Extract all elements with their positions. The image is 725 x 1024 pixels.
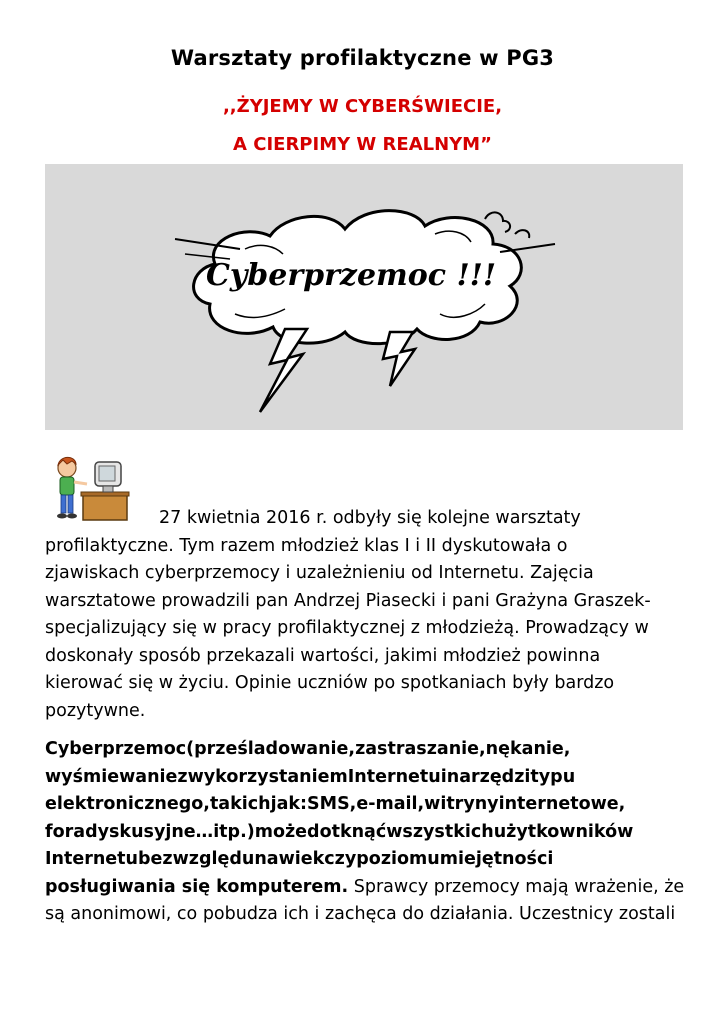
word: jak: — [270, 794, 308, 814]
justified-line — [45, 846, 681, 874]
word: wyśmiewanie — [45, 766, 178, 787]
paragraph-line — [45, 874, 685, 902]
banner-text: Cyberprzemoc !!! — [205, 258, 497, 293]
word: bez — [138, 849, 173, 869]
word: internetowe, — [498, 794, 626, 814]
justified-line — [45, 819, 681, 847]
word: i — [440, 766, 447, 787]
lightning-bolt-right-icon — [383, 332, 415, 386]
lightning-bolt-left-icon — [260, 329, 307, 412]
word: wykorzystaniem — [187, 766, 348, 787]
paragraph-line: 27 kwietnia 2016 r. odbyły się kolejne warsztaty — [159, 508, 581, 528]
word: czy — [324, 849, 357, 869]
bold-text: posługiwania się komputerem. — [45, 876, 349, 897]
word: dyskusyjne… — [85, 821, 214, 842]
paragraph-cyberprzemoc — [45, 736, 685, 929]
paragraph-line: są anonimowi, co pobudza ich i zachęca do działania. Uczestnicy zostali — [45, 904, 676, 924]
paragraph-line: kierować się w życiu. Opinie uczniów po spotkaniach były bardzo — [45, 673, 615, 693]
word: typu — [530, 766, 576, 787]
justified-line — [45, 736, 681, 764]
paragraph-line: pozytywne. — [45, 700, 146, 721]
word: dotknąć — [307, 821, 387, 842]
justified-line — [45, 764, 681, 792]
word: elektronicznego, — [45, 794, 210, 814]
word: z — [177, 766, 188, 787]
word: itp.) — [213, 821, 255, 842]
word: SMS, — [307, 794, 357, 814]
word: Internetu — [45, 849, 138, 869]
subtitle-line-2: A CIERPIMY W REALNYM” — [233, 134, 492, 155]
paragraph-line: specjalizujący się w pracy profilaktycznej z młodzieżą. Prowadzący w — [45, 618, 649, 638]
word: zastraszanie, — [355, 739, 486, 759]
word: umiejętności — [427, 849, 554, 869]
regular-text: Sprawcy przemocy mają wrażenie, że — [348, 876, 685, 897]
word: wiek — [278, 849, 325, 869]
word: Internetu — [347, 766, 441, 787]
word: witryny — [424, 794, 499, 814]
paragraph-line: warsztatowe prowadzili pan Andrzej Piasecki i pani Grażyna Graszek- — [45, 590, 651, 611]
paragraph-line: zjawiskach cyberprzemocy i uzależnieniu od Internetu. Zajęcia — [45, 563, 594, 583]
word: względu — [172, 849, 255, 869]
word: wszystkich — [386, 821, 494, 842]
paragraph-line: profilaktyczne. Tym razem młodzież klas I i II dyskutowała o — [45, 535, 568, 556]
paragraph-line: doskonały sposób przekazali wartości, jakimi młodzież powinna — [45, 645, 601, 666]
word: poziom — [356, 849, 428, 869]
word: takich — [209, 794, 271, 814]
storm-cloud-illustration — [45, 164, 683, 430]
word: nękanie, — [485, 739, 571, 759]
paragraph-intro — [45, 505, 681, 725]
cyberprzemoc-banner-image — [45, 164, 683, 430]
word: narzędzi — [446, 766, 531, 787]
word: użytkowników — [493, 821, 634, 842]
word: e-mail, — [356, 794, 425, 814]
page-title: Warsztaty profilaktyczne w PG3 — [170, 46, 555, 70]
word: może — [254, 821, 308, 842]
justified-line — [45, 791, 681, 819]
word: Cyberprzemoc — [45, 739, 187, 759]
word: fora — [45, 821, 86, 842]
word: (prześladowanie, — [186, 739, 356, 759]
subtitle-line-1: ,,ŻYJEMY W CYBERŚWIECIE, — [222, 96, 503, 117]
word: na — [254, 849, 279, 869]
